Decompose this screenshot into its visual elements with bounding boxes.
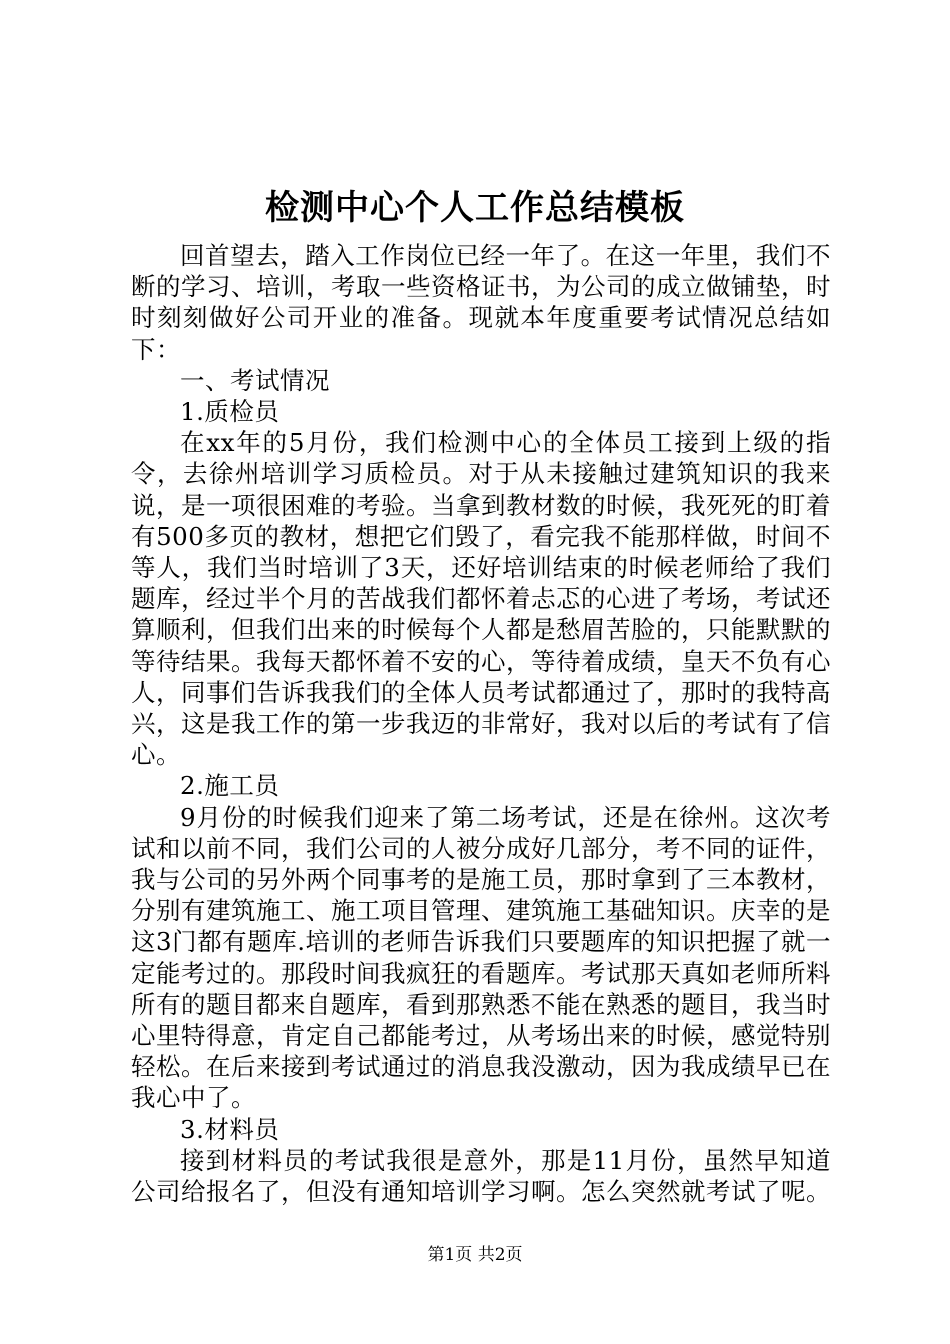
subheading-materials-officer: 3.材料员 <box>180 1114 280 1144</box>
subheading-construction-worker: 2.施工员 <box>180 771 280 801</box>
paragraph-construction-worker: 9月份的时候我们迎来了第二场考试，还是在徐州。这次考试和以前不同，我们公司的人被分成好几部分，考不同的证件，我与公司的另外两个同事考的是施工员，那时拿到了三本教材，分别有建筑施工、施工项目管理、建筑施工基础知识。庆幸的是这3门都有题库.培训的老师告诉我们只要题库的知识把握了就一定能考过的。那段时间我疯狂的看题库。考试那天真如老师所料所有的题目都来自题库，看到那熟悉不能在熟悉的题目，我当时心里特得意，肯定自己都能考过，从考场出来的时候，感觉特别轻松。在后来接到考试通过的消息我没激动，因为我成绩早已在我心中了。 <box>131 802 831 1113</box>
page-number-footer: 第1页 共2页 <box>427 1245 523 1265</box>
document-title: 检测中心个人工作总结模板 <box>265 188 685 228</box>
document-body <box>131 240 831 1207</box>
paragraph-quality-inspector: 在xx年的5月份，我们检测中心的全体员工接到上级的指令，去徐州培训学习质检员。对于从未接触过建筑知识的我来说，是一项很困难的考验。当拿到教材数的时候，我死死的盯着有500多页的教材，想把它们毁了，看完我不能那样做，时间不等人，我们当时培训了3天，还好培训结束的时候老师给了我们题库，经过半个月的苦战我们都怀着忐忑的心进了考场，考试还算顺利，但我们出来的时候每个人都是愁眉苦脸的，只能默默的等待结果。我每天都怀着不安的心，等待着成绩，皇天不负有心人，同事们告诉我我们的全体人员考试都通过了，那时的我特高兴，这是我工作的第一步我迈的非常好，我对以后的考试有了信心。 <box>131 428 831 770</box>
section-heading-exams: 一、考试情况 <box>180 365 330 395</box>
subheading-quality-inspector: 1.质检员 <box>180 397 280 427</box>
paragraph-materials-officer: 接到材料员的考试我很是意外，那是11月份，虽然早知道公司给报名了，但没有通知培训学习啊。怎么突然就考试了呢。 <box>131 1145 831 1207</box>
intro-paragraph: 回首望去，踏入工作岗位已经一年了。在这一年里，我们不断的学习、培训，考取一些资格证书，为公司的成立做铺垫，时时刻刻做好公司开业的准备。现就本年度重要考试情况总结如下： <box>131 241 831 364</box>
